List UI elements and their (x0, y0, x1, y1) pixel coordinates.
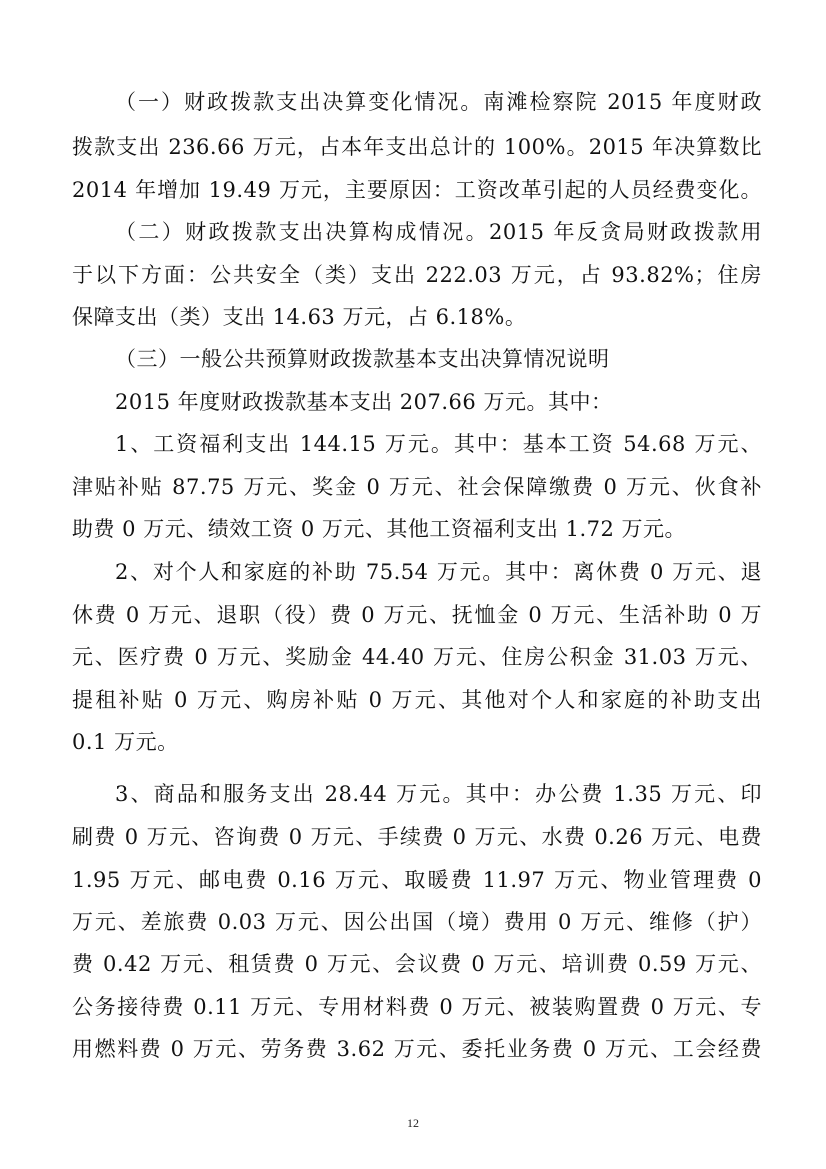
paragraph-line: （一）财政拨款支出决算变化情况。南滩检察院 2015 年度财政 (115, 90, 762, 114)
paragraph-line: 2、对个人和家庭的补助 75.54 万元。其中：离休费 0 万元、退 (115, 560, 762, 584)
paragraph-line: 1.95 万元、邮电费 0.16 万元、取暖费 11.97 万元、物业管理费 0 (72, 868, 762, 892)
paragraph-line: 1、工资福利支出 144.15 万元。其中：基本工资 54.68 万元、 (115, 432, 762, 456)
paragraph-line: 保障支出（类）支出 14.63 万元，占 6.18%。 (72, 305, 527, 329)
paragraph-line: 2015 年度财政拨款基本支出 207.66 万元。其中： (115, 390, 613, 414)
paragraph-line: 费 0.42 万元、租赁费 0 万元、会议费 0 万元、培训费 0.59 万元、 (72, 952, 762, 976)
paragraph-line: 休费 0 万元、退职（役）费 0 万元、抚恤金 0 万元、生活补助 0 万 (72, 603, 762, 627)
paragraph-line: 公务接待费 0.11 万元、专用材料费 0 万元、被装购置费 0 万元、专 (72, 995, 762, 1019)
paragraph-line: 0.1 万元。 (72, 730, 179, 754)
paragraph-line: 2014 年增加 19.49 万元，主要原因：工资改革引起的人员经费变化。 (72, 178, 762, 202)
page-number: 12 (407, 1116, 419, 1130)
section-heading: （三）一般公共预算财政拨款基本支出决算情况说明 (115, 347, 610, 371)
paragraph-line: 用燃料费 0 万元、劳务费 3.62 万元、委托业务费 0 万元、工会经费 (72, 1037, 762, 1061)
paragraph-line: 元、医疗费 0 万元、奖励金 44.40 万元、住房公积金 31.03 万元、 (72, 645, 762, 669)
paragraph-line: 万元、差旅费 0.03 万元、因公出国（境）费用 0 万元、维修（护） (72, 910, 762, 934)
paragraph-line: 提租补贴 0 万元、购房补贴 0 万元、其他对个人和家庭的补助支出 (72, 688, 762, 712)
paragraph-line: 3、商品和服务支出 28.44 万元。其中：办公费 1.35 万元、印 (115, 782, 762, 806)
paragraph-line: 津贴补贴 87.75 万元、奖金 0 万元、社会保障缴费 0 万元、伙食补 (72, 475, 762, 499)
paragraph-line: 于以下方面：公共安全（类）支出 222.03 万元，占 93.82%；住房 (72, 263, 762, 287)
paragraph-line: 助费 0 万元、绩效工资 0 万元、其他工资福利支出 1.72 万元。 (72, 517, 687, 541)
paragraph-line: 刷费 0 万元、咨询费 0 万元、手续费 0 万元、水费 0.26 万元、电费 (72, 825, 762, 849)
paragraph-line: 拨款支出 236.66 万元，占本年支出总计的 100%。2015 年决算数比 (72, 135, 762, 159)
paragraph-line: （二）财政拨款支出决算构成情况。2015 年反贪局财政拨款用 (115, 220, 762, 244)
